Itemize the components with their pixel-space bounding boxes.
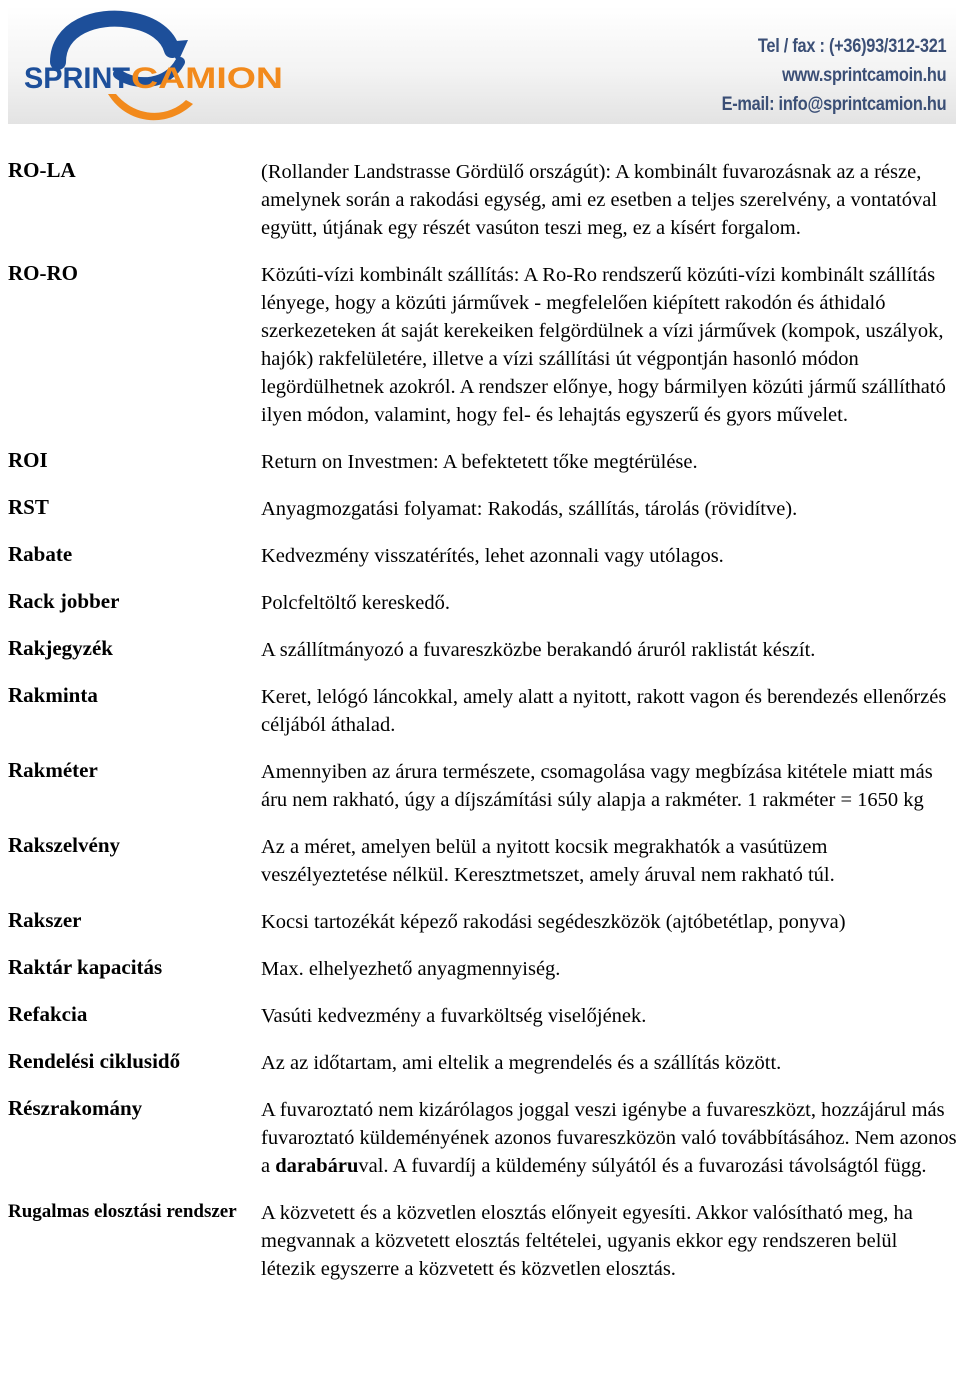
page-header [8,6,956,124]
glossary-definition: Polcfeltöltő kereskedő. [261,592,451,614]
glossary-definition: Anyagmozgatási folyamat: Rakodás, szállítás, tárolás (rövidítve). [261,498,798,520]
glossary-definition: Közúti-vízi kombinált szállítás: A Ro-Ro rendszerű közúti-vízi kombinált szállítás lényege, hogy a közúti járművek - megfelelően kiépített rakodón és áthidaló szerkezeteken át saját kerekeiken felgördülnek a vízi járművek (kompok, uszályok, hajók) rakfelületére, illetve a vízi szállítási út végpontján hasonló módon legördülhetnek azokról. A rendszer előnye, hogy bármilyen közúti jármű szállítható ilyen módon, valamint, hogy fel- és lehajtás egyszerű és gyors művelet. [261,264,946,426]
glossary-definition: A szállítmányozó a fuvareszközbe berakandó áruról raklistát készít. [261,639,816,661]
definition-bold-term: darabáru [275,1155,359,1177]
glossary-entry [0,1002,960,1030]
glossary-definition: Kocsi tartozékát képező rakodási segédeszközök (ajtóbetétlap, ponyva) [261,911,846,933]
glossary-entry [0,448,960,476]
glossary-definition: Keret, lelógó láncokkal, amely alatt a nyitott, rakott vagon és berendezés ellenőrzés céljából áthalad. [261,686,947,736]
sprintcamion-logo [18,10,288,122]
glossary-term: Rack jobber [8,589,120,613]
glossary-term: Rakméter [8,758,98,782]
glossary-term: RO-RO [8,261,78,285]
glossary-entry [0,908,960,936]
glossary-entry [0,1096,960,1180]
definition-text: val. A fuvardíj a küldemény súlyától és a fuvarozási távolságtól függ. [358,1155,927,1177]
glossary-term: Rakszer [8,908,82,932]
glossary-term: Rakminta [8,683,98,707]
glossary-entry [0,589,960,617]
glossary-term: Rendelési ciklusidő [8,1049,181,1073]
glossary-entry [0,495,960,523]
glossary-term: Rabate [8,542,73,566]
glossary-term: ROI [8,448,48,472]
glossary-entry [0,158,960,242]
glossary-definition: Max. elhelyezhető anyagmennyiség. [261,958,561,980]
glossary-list [0,158,960,1302]
glossary-definition: (Rollander Landstrasse Gördülő országút): A kombinált fuvarozásnak az a része, amelynek során a rakodási egység, ami ez esetben a teljes szerelvény, a vontatóval együtt, útjának egy részét vasúton teszi meg, ez a kísért forgalom. [261,161,938,239]
glossary-entry [0,955,960,983]
glossary-term: RO-LA [8,158,76,182]
glossary-definition: Amennyiben az árura természete, csomagolása vagy megbízása kitétele miatt más áru nem rakható, úgy a díjszámítási súly alapja a rakméter. 1 rakméter = 1650 kg [261,761,933,811]
glossary-term: Refakcia [8,1002,88,1026]
glossary-definition: Return on Investmen: A befektetett tőke megtérülése. [261,451,698,473]
glossary-term: Rakjegyzék [8,636,113,660]
glossary-term: Részrakomány [8,1096,143,1120]
glossary-definition: Kedvezmény visszatérítés, lehet azonnali vagy utólagos. [261,545,724,567]
contact-info [721,32,946,119]
glossary-definition: Az az időtartam, ami eltelik a megrendelés és a szállítás között. [261,1052,782,1074]
glossary-entry [0,636,960,664]
glossary-definition: Vasúti kedvezmény a fuvarköltség viselőjének. [261,1005,647,1027]
glossary-term: Rugalmas elosztási rendszer [8,1201,237,1222]
svg-text:CAMION: CAMION [131,62,283,95]
glossary-entry [0,261,960,429]
glossary-entry [0,758,960,814]
glossary-term: RST [8,495,49,519]
definition-text: A fuvaroztató nem kizárólagos joggal veszi igénybe a fuvareszközt, hozzájárul más fuvaroztató küldeményének azonos fuvareszközön való továbbításához. Nem azonos a [261,1099,957,1177]
glossary-term: Rakszelvény [8,833,120,857]
glossary-definition [261,1096,957,1180]
svg-text:SPRINT: SPRINT [24,62,130,95]
glossary-entry [0,1049,960,1077]
glossary-entry [0,1199,960,1283]
email: E-mail: info@sprintcamion.hu [721,94,946,115]
glossary-definition: A közvetett és a közvetlen elosztás előnyeit egyesíti. Akkor valósítható meg, ha megvannak a közvetett elosztás feltételei, ugyanis ekkor egy rendszeren belül létezik egyszerre a közvetett és közvetlen elosztás. [261,1202,913,1280]
website: www.sprintcamoin.hu [781,65,946,86]
glossary-definition: Az a méret, amelyen belül a nyitott kocsik megrakhatók a vasútüzem veszélyeztetése nélkül. Keresztmetszet, amely áruval nem rakható túl. [261,836,835,886]
glossary-term: Raktár kapacitás [8,955,163,979]
tel-fax: Tel / fax : (+36)93/312-321 [757,36,946,57]
glossary-entry [0,542,960,570]
glossary-entry [0,833,960,889]
glossary-entry [0,683,960,739]
